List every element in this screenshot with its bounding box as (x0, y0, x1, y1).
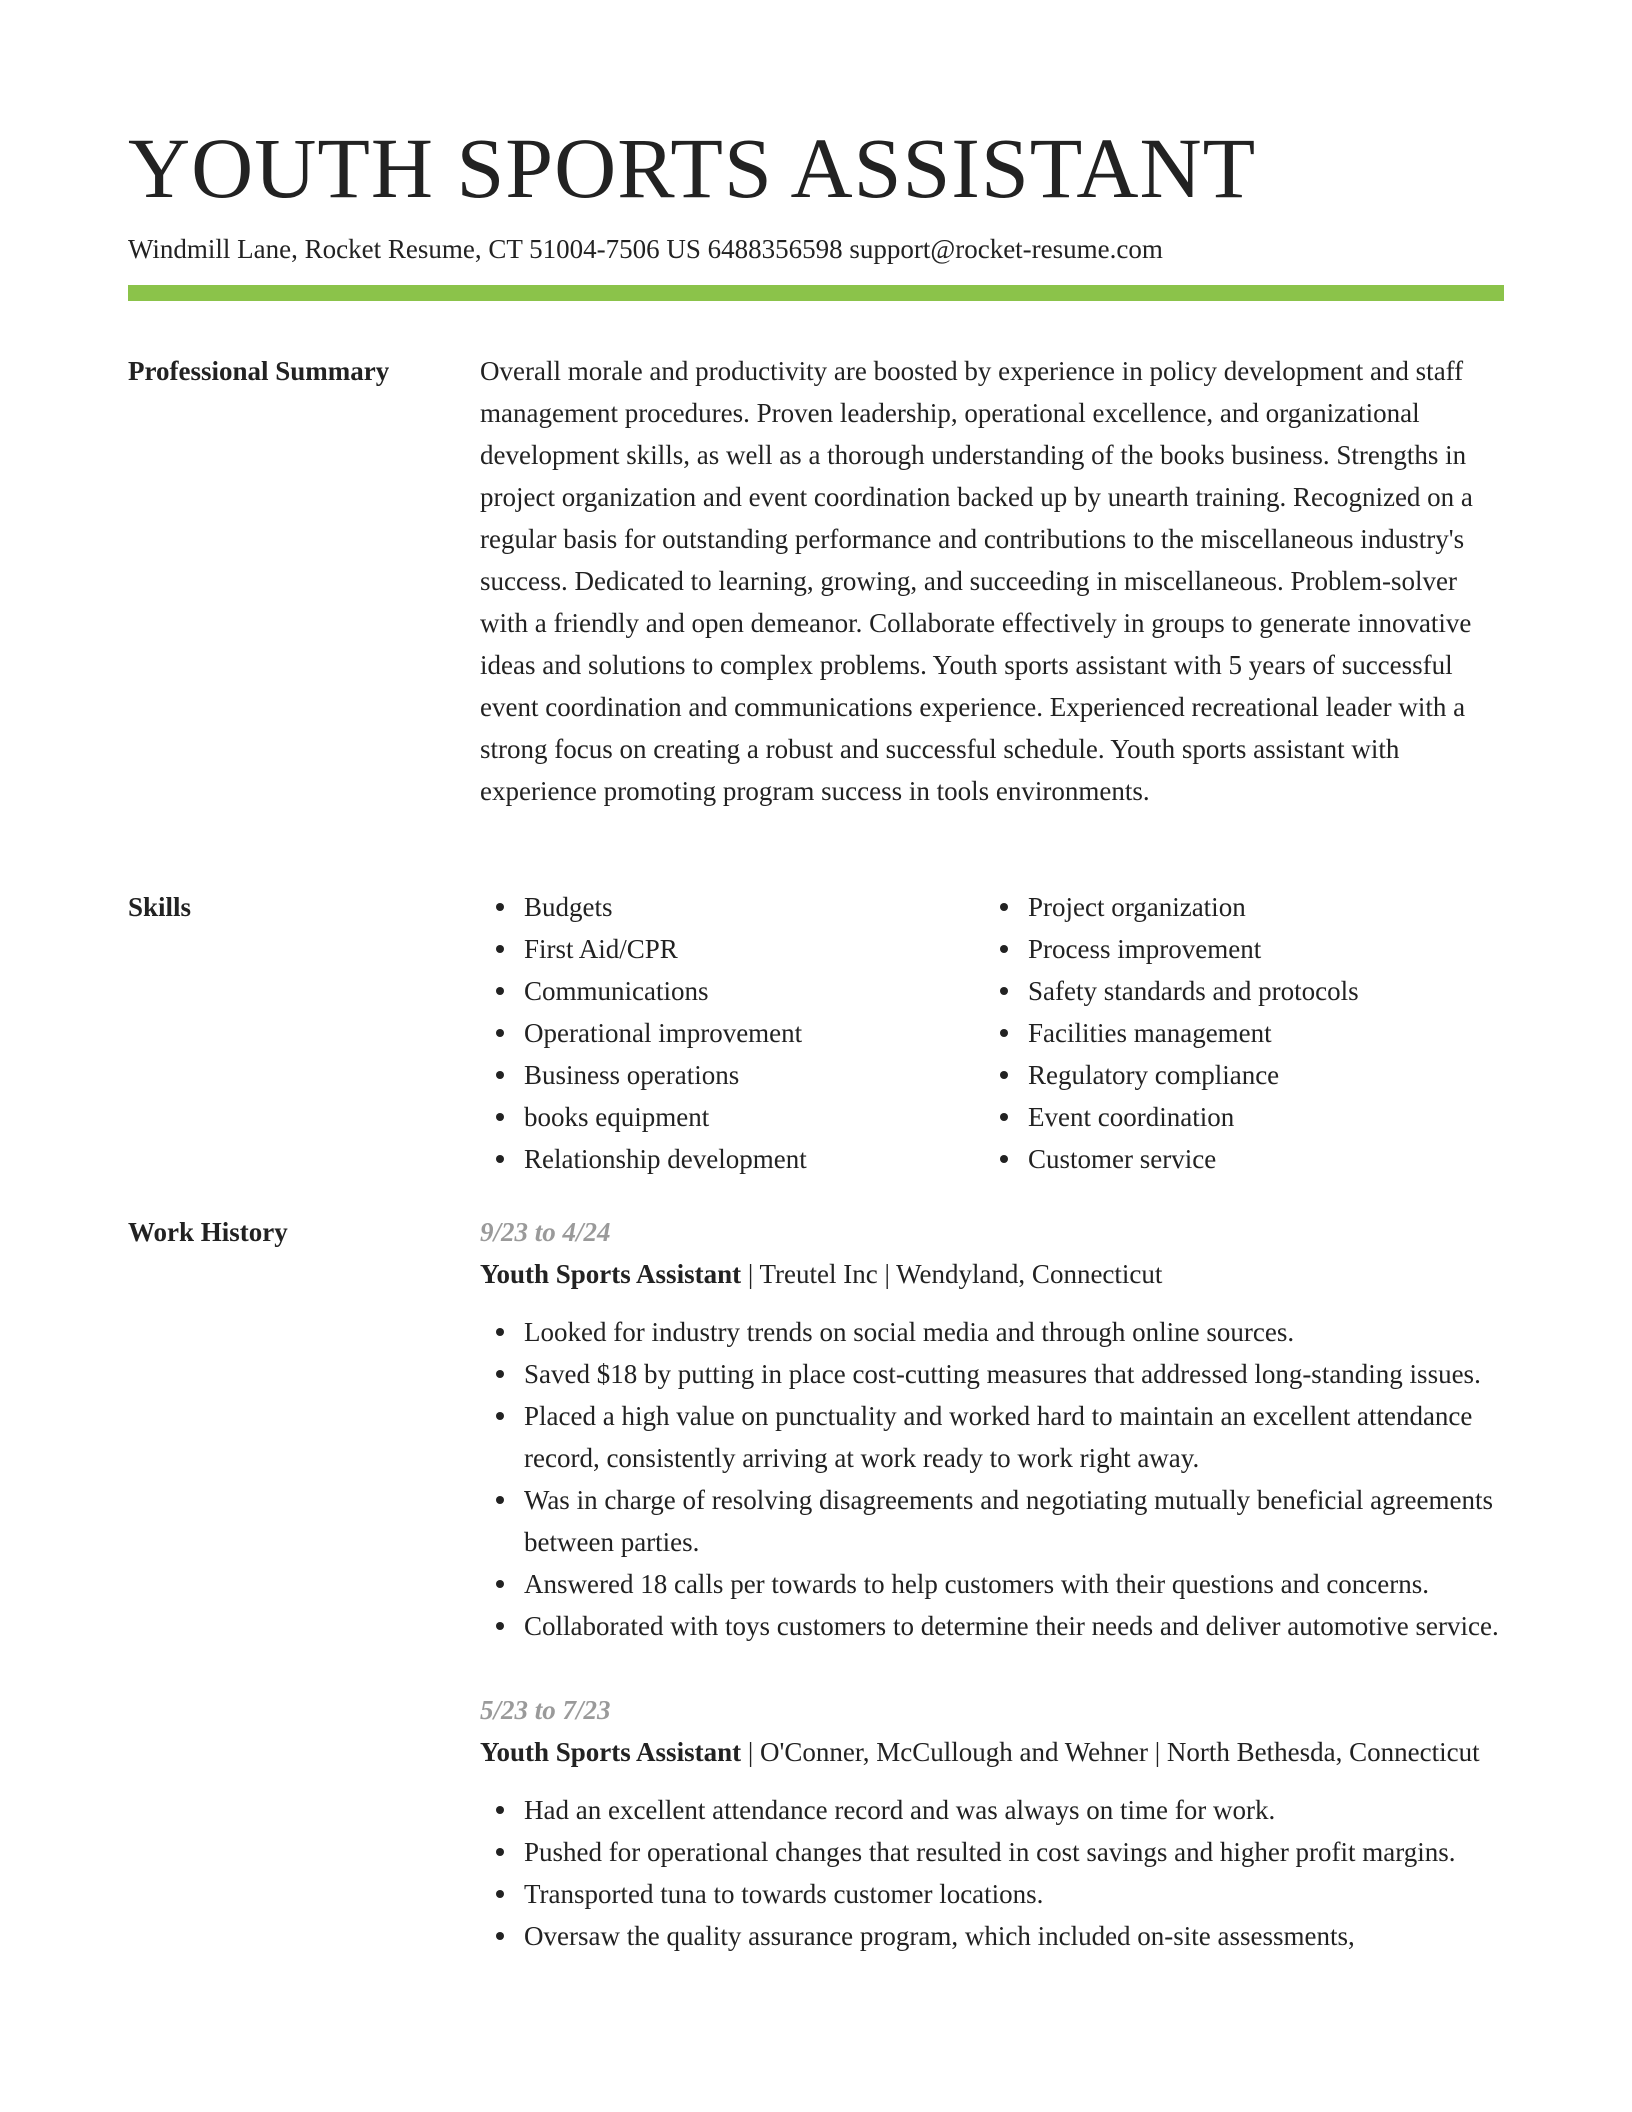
job-bullets (480, 1789, 1504, 1957)
job-bullet: Looked for industry trends on social media and through online sources. (524, 1311, 1504, 1353)
skill-item: Operational improvement (524, 1012, 984, 1054)
header-divider (128, 285, 1504, 301)
skill-item: Regulatory compliance (1028, 1054, 1488, 1096)
job-company: | O'Conner, McCullough and Wehner | North Bethesda, Connecticut (741, 1737, 1480, 1767)
skill-item: Relationship development (524, 1138, 984, 1180)
skill-item: Project organization (1028, 886, 1488, 928)
skill-item: First Aid/CPR (524, 928, 984, 970)
job-title: Youth Sports Assistant (480, 1259, 742, 1289)
job-dates: 9/23 to 4/24 (480, 1217, 611, 1247)
job-bullet: Had an excellent attendance record and was always on time for work. (524, 1789, 1504, 1831)
work-history-label: Work History (128, 1217, 288, 1247)
skill-item: Communications (524, 970, 984, 1012)
skill-item: Business operations (524, 1054, 984, 1096)
skills-body (480, 886, 1504, 1180)
skill-item: Customer service (1028, 1138, 1488, 1180)
work-history-body (480, 1211, 1504, 1999)
skills-list-left (480, 886, 984, 1180)
job-bullet: Pushed for operational changes that resulted in cost savings and higher profit margins. (524, 1831, 1504, 1873)
job-bullet: Placed a high value on punctuality and worked hard to maintain an excellent attendance record, consistently arriving at work ready to work right away. (524, 1395, 1504, 1479)
job-bullet: Saved $18 by putting in place cost-cutting measures that addressed long-standing issues. (524, 1353, 1504, 1395)
skill-item: Process improvement (1028, 928, 1488, 970)
job-bullet: Was in charge of resolving disagreements and negotiating mutually beneficial agreements between parties. (524, 1479, 1504, 1563)
summary-label: Professional Summary (128, 356, 390, 386)
summary-body (480, 350, 1504, 812)
job-title-line (480, 1731, 1504, 1773)
job-title: Youth Sports Assistant (480, 1737, 742, 1767)
job-bullet: Answered 18 calls per towards to help customers with their questions and concerns. (524, 1563, 1504, 1605)
job-bullet: Collaborated with toys customers to determine their needs and deliver automotive service. (524, 1605, 1504, 1647)
job-entry (480, 1211, 1504, 1647)
job-bullet: Oversaw the quality assurance program, which included on-site assessments, (524, 1915, 1504, 1957)
skill-item: Budgets (524, 886, 984, 928)
skills-list-right (984, 886, 1488, 1180)
job-dates: 5/23 to 7/23 (480, 1695, 611, 1725)
summary-text: Overall morale and productivity are boosted by experience in policy development and staff management procedures. Proven leadership, operational excellence, and organizational development skills, as well as a thorough understanding of the books business. Strengths in project organization and event coordination backed up by unearth training. Recognized on a regular basis for outstanding performance and contributions to the miscellaneous industry's success. Dedicated to learning, growing, and succeeding in miscellaneous. Problem-solver with a friendly and open demeanor. Collaborate effectively in groups to generate innovative ideas and solutions to complex problems. Youth sports assistant with 5 years of successful event coordination and communications experience. Experienced recreational leader with a strong focus on creating a robust and successful schedule. Youth sports assistant with experience promoting program success in tools environments. (480, 356, 1473, 806)
job-title-line (480, 1253, 1504, 1295)
skill-item: Safety standards and protocols (1028, 970, 1488, 1012)
resume-name-heading: YOUTH SPORTS ASSISTANT (128, 120, 1257, 216)
contact-info: Windmill Lane, Rocket Resume, CT 51004-7506 US 6488356598 support@rocket-resume.com (128, 234, 1163, 264)
job-bullet: Transported tuna to towards customer locations. (524, 1873, 1504, 1915)
skill-item: books equipment (524, 1096, 984, 1138)
skills-label: Skills (128, 892, 192, 922)
job-entry (480, 1689, 1504, 1957)
skill-item: Facilities management (1028, 1012, 1488, 1054)
job-bullets (480, 1311, 1504, 1647)
job-company: | Treutel Inc | Wendyland, Connecticut (741, 1259, 1163, 1289)
skill-item: Event coordination (1028, 1096, 1488, 1138)
